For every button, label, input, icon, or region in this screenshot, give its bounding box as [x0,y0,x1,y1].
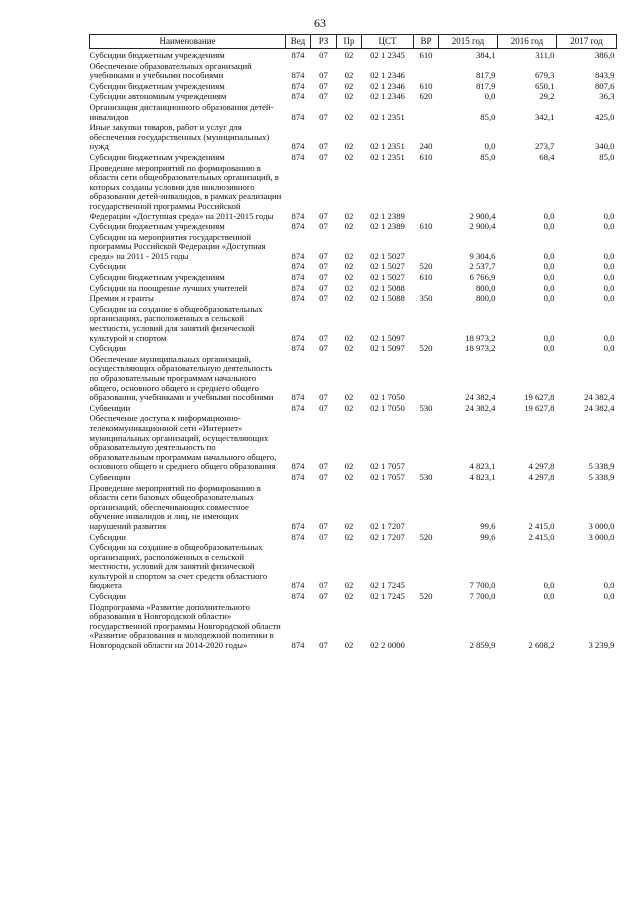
row-cst: 02 1 5027 [370,272,405,283]
row-amount-2017: 0,0 [603,210,615,221]
row-amount-2017: 0,0 [603,591,615,602]
row-name: Субсидии [89,343,126,354]
row-ved: 874 [291,402,305,413]
row-pr: 02 [344,141,354,152]
row-pr: 02 [344,343,354,354]
table-header-row [90,35,617,49]
row-name: Проведение мероприятий по формированию в области сети общеобразовательных организаций, в которых созданы условия для инклюзивного образования детей-инвалидов, в рамках реализации государственной программы Российской Федерации «Доступная среда» на 2011-2015 годы [89,162,282,221]
row-amount-2015: 2 900,4 [469,210,496,221]
column-header-2016: 2016 год [498,35,557,49]
row-pr: 02 [344,293,354,304]
row-pr: 02 [344,392,354,403]
row-name: Субсидии на поощрение лучших учителей [89,282,248,293]
row-amount-2016: 0,0 [543,293,555,304]
row-pr: 02 [344,151,354,162]
row-amount-2016: 311,0 [535,50,555,60]
row-amount-2017: 0,0 [603,282,615,293]
row-pr: 02 [344,111,354,122]
row-name: Субсидии бюджетным учреждениям [89,50,225,60]
row-pr: 02 [344,210,354,221]
row-amount-2016: 19 627,8 [524,402,555,413]
row-rz: 07 [319,402,328,413]
row-cst: 02 1 7057 [370,461,405,472]
row-amount-2017: 0,0 [603,580,615,591]
column-header-2017: 2017 год [557,35,617,49]
budget-table [89,34,617,651]
row-name: Организация дистанционного образования детей-инвалидов [89,101,274,122]
page-number: 63 [314,16,326,30]
table-row [90,102,617,122]
table-row [90,232,617,262]
row-vr: 610 [419,221,433,232]
column-header-ved: Вед [286,35,311,49]
row-pr: 02 [344,402,354,413]
row-name: Субсидии [89,591,126,602]
row-rz: 07 [319,151,328,162]
row-pr: 02 [344,261,354,272]
row-name: Субсидии на создание в общеобразовательных организациях, расположенных в сельской местности, условий для занятий физической культурой и спортом [89,303,263,343]
row-ved: 874 [291,640,305,651]
row-pr: 02 [344,520,354,531]
row-ved: 874 [291,111,305,122]
table-row [90,483,617,532]
table-row [90,272,617,283]
row-vr: 520 [419,591,433,602]
row-ved: 874 [291,461,305,472]
row-name: Премии и гранты [89,293,154,304]
row-amount-2017: 425,0 [594,111,615,122]
row-rz: 07 [319,461,328,472]
row-vr [414,304,439,343]
table-row [90,304,617,343]
row-name: Субвенции [89,471,131,482]
row-pr: 02 [344,591,354,602]
row-ved: 874 [291,580,305,591]
table-body [90,49,617,651]
row-rz: 07 [319,332,328,343]
row-cst: 02 1 5027 [370,261,405,272]
row-amount-2016: 0,0 [543,272,555,283]
row-ved: 874 [291,221,305,232]
column-header-vr: ВР [414,35,439,49]
row-cst: 02 1 5088 [370,282,405,293]
row-amount-2016: 0,0 [543,282,555,293]
column-header-pr: Пр [337,35,362,49]
row-amount-2017: 340,0 [594,141,615,152]
row-cst: 02 1 7245 [370,580,405,591]
row-name: Обеспечение муниципальных организаций, осуществляющих образовательную деятельность по образовательным программам начального общего, основного общего и среднего общего образования, учебниками и учебными пособиями [89,353,274,403]
row-cst: 02 1 7050 [370,402,405,413]
row-name: Субсидии бюджетным учреждениям [89,221,225,232]
row-ved: 874 [291,70,305,81]
row-pr: 02 [344,70,354,81]
row-rz: 07 [319,591,328,602]
row-amount-2015: 99,6 [480,531,496,542]
table-row [90,221,617,232]
row-amount-2016: 2 415,0 [528,520,555,531]
row-ved: 874 [291,282,305,293]
row-amount-2015: 2 859,9 [469,640,496,651]
row-pr: 02 [344,580,354,591]
table-row [90,591,617,602]
table-row [90,413,617,472]
row-pr: 02 [344,282,354,293]
row-amount-2015: 4 823,1 [469,461,496,472]
row-amount-2016: 0,0 [543,221,555,232]
row-ved: 874 [291,272,305,283]
row-ved: 874 [291,80,305,91]
row-vr: 610 [419,50,433,60]
row-rz: 07 [319,580,328,591]
row-cst: 02 1 2351 [370,111,405,122]
row-amount-2016: 342,1 [534,111,555,122]
row-vr: 350 [419,293,433,304]
column-header-name: Наименование [90,35,286,49]
row-amount-2017: 5 338,9 [588,461,615,472]
row-vr [414,232,439,262]
table-row [90,472,617,483]
row-amount-2017: 0,0 [603,261,615,272]
row-amount-2017: 36,3 [599,91,615,102]
row-amount-2015: 800,0 [475,293,496,304]
row-amount-2017: 3 000,0 [588,520,615,531]
row-name: Субсидии [89,261,126,272]
row-name: Субсидии автономным учреждениям [89,91,227,102]
row-amount-2015: 800,0 [475,282,496,293]
row-pr: 02 [344,91,354,102]
row-amount-2015: 24 382,4 [465,402,496,413]
row-amount-2016: 679,3 [534,70,555,81]
table-row [90,49,617,61]
row-amount-2017: 0,0 [603,250,615,261]
row-ved: 874 [291,332,305,343]
row-vr [414,602,439,651]
row-amount-2015: 18 973,2 [465,343,496,354]
row-name: Субвенции [89,402,131,413]
row-cst: 02 2 0000 [370,640,405,651]
row-cst: 02 1 2389 [370,210,405,221]
row-pr: 02 [344,50,354,60]
row-pr: 02 [344,332,354,343]
row-rz: 07 [319,221,328,232]
row-name: Обеспечение образовательных организаций учебниками и учебными пособиями [89,60,252,81]
row-amount-2017: 0,0 [603,332,615,343]
row-amount-2015: 99,6 [480,520,496,531]
row-name: Субсидии на создание в общеобразовательных организациях, расположенных в сельской местности, условий для занятий физической культурой и спортом за счет средств областного бюджета [89,542,268,591]
row-rz: 07 [319,343,328,354]
row-rz: 07 [319,141,328,152]
row-pr: 02 [344,80,354,91]
row-amount-2016: 2 415,0 [528,531,555,542]
row-ved: 874 [291,293,305,304]
table-row [90,261,617,272]
table-row [90,354,617,403]
row-ved: 874 [291,250,305,261]
row-vr [414,483,439,532]
row-vr: 520 [419,531,433,542]
row-rz: 07 [319,531,328,542]
row-amount-2015: 817,9 [475,70,496,81]
row-cst: 02 1 2389 [370,221,405,232]
table-row [90,91,617,102]
column-header-2015: 2015 год [439,35,498,49]
row-amount-2016: 0,0 [543,250,555,261]
row-cst: 02 1 2351 [370,141,405,152]
row-amount-2017: 24 382,4 [584,402,615,413]
row-ved: 874 [291,261,305,272]
row-cst: 02 1 5027 [370,250,405,261]
row-cst: 02 1 2351 [370,151,405,162]
row-amount-2015: 384,1 [475,50,496,60]
row-name: Обеспечение доступа к информационно-телекоммуникационной сети «Интернет» муниципальных организаций, осуществляющих образовательную деятельность по образовательным программам начального общего, основного общего и среднего общего образования [89,413,277,472]
row-amount-2015: 2 900,4 [469,221,496,232]
row-amount-2016: 0,0 [543,261,555,272]
row-vr [414,354,439,403]
row-amount-2017: 807,6 [594,80,615,91]
row-vr [414,102,439,122]
row-amount-2015: 7 700,0 [469,591,496,602]
row-pr: 02 [344,272,354,283]
table-row [90,61,617,81]
row-pr: 02 [344,640,354,651]
row-name: Субсидии бюджетным учреждениям [89,151,225,162]
row-ved: 874 [291,151,305,162]
table-row [90,403,617,414]
row-cst: 02 1 2346 [370,70,405,81]
row-name: Проведение мероприятий по формированию в области сети базовых общеобразовательных организаций, обеспечивающих совместное обучение инвалидов и лиц, не имеющих нарушений развития [89,482,261,531]
row-amount-2015: 7 700,0 [469,580,496,591]
row-ved: 874 [291,520,305,531]
row-amount-2017: 0,0 [603,272,615,283]
row-ved: 874 [291,91,305,102]
row-amount-2016: 0,0 [543,343,555,354]
row-amount-2016: 29,2 [539,91,555,102]
row-amount-2015: 85,0 [480,111,496,122]
row-vr: 610 [419,272,433,283]
row-amount-2017: 843,9 [594,70,615,81]
row-vr [414,61,439,81]
row-rz: 07 [319,282,328,293]
row-amount-2016: 68,4 [539,151,555,162]
table-row [90,163,617,222]
row-ved: 874 [291,471,305,482]
row-amount-2017: 3 000,0 [588,531,615,542]
row-vr: 610 [419,151,433,162]
row-cst: 02 1 2346 [370,91,405,102]
table-row [90,542,617,591]
row-ved: 874 [291,531,305,542]
row-name: Субсидии бюджетным учреждениям [89,272,225,283]
row-cst: 02 1 7245 [370,591,405,602]
row-vr: 240 [419,141,433,152]
row-cst: 02 1 5088 [370,293,405,304]
row-name: Субсидии бюджетным учреждениям [89,80,225,91]
row-vr: 530 [419,402,433,413]
row-amount-2015: 0,0 [484,141,496,152]
row-rz: 07 [319,91,328,102]
row-rz: 07 [319,111,328,122]
table-row [90,602,617,651]
row-pr: 02 [344,471,354,482]
row-amount-2015: 0,0 [484,91,496,102]
row-amount-2016: 4 297,8 [528,461,555,472]
table-row [90,293,617,304]
row-amount-2015: 85,0 [480,151,496,162]
row-cst: 02 1 5097 [370,332,405,343]
row-amount-2016: 273,7 [534,141,555,152]
row-ved: 874 [291,210,305,221]
row-amount-2017: 24 382,4 [584,392,615,403]
row-amount-2015: 18 973,2 [465,332,496,343]
row-pr: 02 [344,250,354,261]
row-amount-2017: 0,0 [603,293,615,304]
row-amount-2017: 85,0 [599,151,615,162]
row-amount-2016: 0,0 [543,332,555,343]
row-vr [414,542,439,591]
table-row [90,283,617,294]
row-name: Субсидии [89,531,126,542]
row-rz: 07 [319,70,328,81]
row-rz: 07 [319,80,328,91]
row-rz: 07 [319,392,328,403]
row-cst: 02 1 2345 [370,50,405,60]
table-row [90,81,617,92]
row-rz: 07 [319,293,328,304]
row-rz: 07 [319,50,328,60]
row-pr: 02 [344,531,354,542]
row-amount-2016: 650,1 [534,80,555,91]
row-amount-2015: 2 537,7 [469,261,496,272]
column-header-cst: ЦСТ [362,35,414,49]
row-amount-2016: 2 608,2 [528,640,555,651]
row-amount-2017: 386,0 [594,50,615,60]
row-cst: 02 1 5097 [370,343,405,354]
row-ved: 874 [291,392,305,403]
row-vr [414,163,439,222]
row-cst: 02 1 7207 [370,520,405,531]
row-amount-2015: 6 766,9 [469,272,496,283]
row-rz: 07 [319,471,328,482]
row-ved: 874 [291,141,305,152]
table-row [90,122,617,152]
row-rz: 07 [319,520,328,531]
row-amount-2016: 0,0 [543,580,555,591]
row-amount-2017: 0,0 [603,221,615,232]
row-cst: 02 1 2346 [370,80,405,91]
row-vr: 520 [419,343,433,354]
row-ved: 874 [291,591,305,602]
row-vr: 520 [419,261,433,272]
row-name: Иные закупки товаров, работ и услуг для обеспечения государственных (муниципальных) нужд [89,122,270,152]
row-amount-2016: 4 297,8 [528,471,555,482]
row-rz: 07 [319,210,328,221]
table-row [90,532,617,543]
row-vr: 620 [419,91,433,102]
row-vr: 610 [419,80,433,91]
row-ved: 874 [291,343,305,354]
row-amount-2015: 24 382,4 [465,392,496,403]
row-vr [414,283,439,294]
row-amount-2016: 0,0 [543,210,555,221]
column-header-rz: РЗ [311,35,337,49]
row-pr: 02 [344,461,354,472]
row-name: Субсидии на мероприятия государственной программы Российской Федерации «Доступная среда» на 2011 - 2015 годы [89,231,266,261]
row-amount-2015: 817,9 [475,80,496,91]
row-cst: 02 1 7207 [370,531,405,542]
row-amount-2017: 5 338,9 [588,471,615,482]
row-cst: 02 1 7050 [370,392,405,403]
row-pr: 02 [344,221,354,232]
row-vr: 530 [419,471,433,482]
row-cst: 02 1 7057 [370,471,405,482]
row-vr [414,413,439,472]
row-rz: 07 [319,640,328,651]
row-amount-2016: 0,0 [543,591,555,602]
table-row [90,152,617,163]
row-rz: 07 [319,272,328,283]
row-amount-2015: 4 823,1 [469,471,496,482]
row-amount-2015: 9 304,6 [469,250,496,261]
row-rz: 07 [319,250,328,261]
row-rz: 07 [319,261,328,272]
table-row [90,343,617,354]
row-ved: 874 [291,50,305,60]
row-amount-2017: 3 239,9 [588,640,615,651]
row-name: Подпрограмма «Развитие дополнительного образования в Новгородской области» государственной программы Новгородской области «Развитие образования и молодежной политики в Новгородской области на 2014-2020 годы» [89,601,281,651]
row-amount-2016: 19 627,8 [524,392,555,403]
row-amount-2017: 0,0 [603,343,615,354]
